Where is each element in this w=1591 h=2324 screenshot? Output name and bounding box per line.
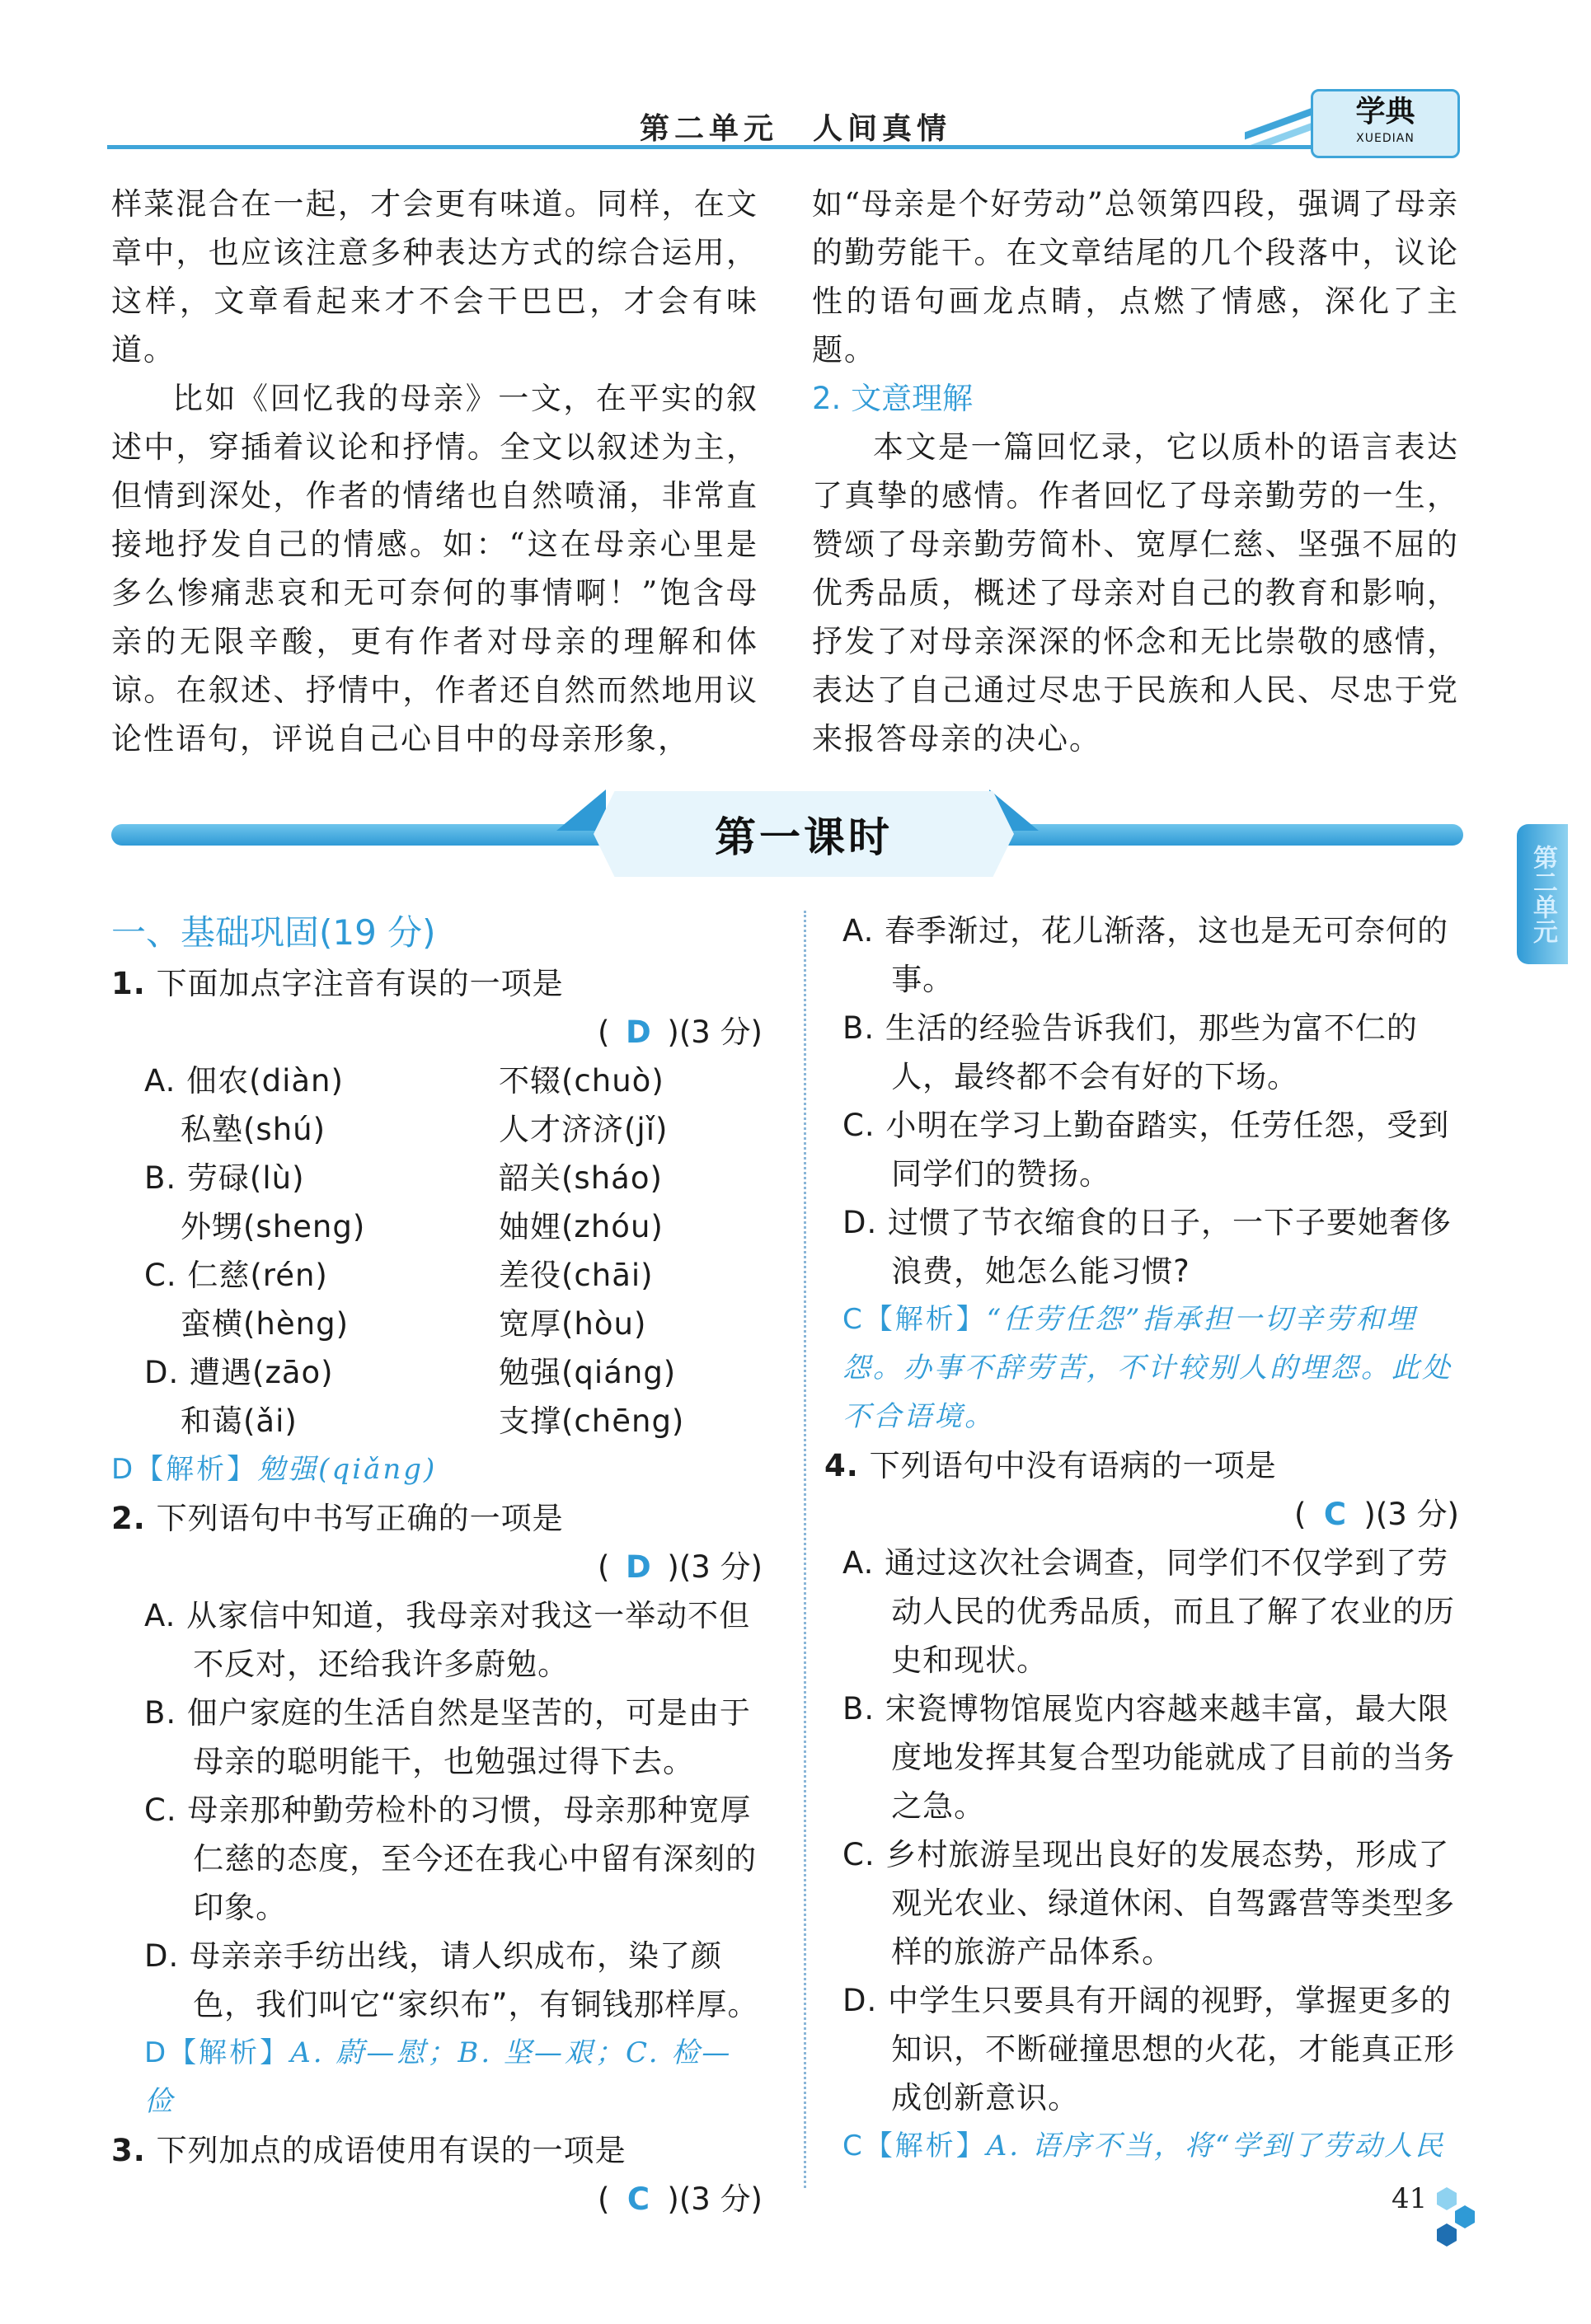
question-text: 下列语句中没有语病的一项是 xyxy=(869,1448,1277,1483)
option: D. 母亲亲手纺出线，请人织成布，染了颜色，我们叫它“家织布”，有铜钱那样厚。 xyxy=(144,1938,759,2022)
option-cell: 韶关(sháo) xyxy=(499,1160,663,1196)
question-number: 1. xyxy=(111,966,146,1001)
answer-open: ( xyxy=(1293,1497,1307,1532)
question-3-options xyxy=(824,907,1459,1296)
option-cell: A. 佃农(diàn) xyxy=(144,1063,344,1099)
option: C. 小明在学习上勤奋踏实，任劳任怨，受到同学们的赞扬。 xyxy=(842,1108,1450,1192)
unit-side-tab: 第二单元 xyxy=(1517,824,1568,964)
question-4-options xyxy=(824,1539,1459,2122)
answer-score: )(3 分) xyxy=(667,1549,763,1585)
explanation-tag: C【解析】 xyxy=(842,2130,987,2162)
lesson-title: 第一课时 xyxy=(715,813,893,861)
option: D. 过惯了节衣缩食的日子，一下子要她奢侈浪费，她怎么能习惯? xyxy=(842,1205,1453,1289)
question-text: 下面加点字注音有误的一项是 xyxy=(156,966,564,1001)
answer-line xyxy=(111,1008,763,1057)
explanation-tag: D【解析】 xyxy=(144,2036,291,2069)
answer-line xyxy=(111,2175,763,2223)
question-3-stem xyxy=(111,2126,763,2175)
unit-title: 第二单元 人间真情 xyxy=(639,111,951,146)
option-cell: 外甥(sheng) xyxy=(181,1209,366,1244)
option-cell: 宽厚(hòu) xyxy=(499,1306,647,1342)
answer-open: ( xyxy=(597,2181,610,2217)
question-text: 下列语句中书写正确的一项是 xyxy=(156,1501,564,1536)
option-cell: 差役(chāi) xyxy=(499,1258,654,1293)
subsection-heading: 2. 文意理解 xyxy=(812,381,974,416)
explanation xyxy=(824,2122,1459,2171)
question-1-stem xyxy=(111,959,763,1008)
option-cell: D. 遭遇(zāo) xyxy=(144,1355,334,1390)
option: A. 春季渐过，花儿渐落，这也是无可奈何的事。 xyxy=(842,913,1449,997)
option-cell: 妯娌(zhóu) xyxy=(499,1209,664,1244)
option-cell: B. 劳碌(lù) xyxy=(144,1160,305,1196)
answer-line xyxy=(824,1490,1459,1539)
option-cell: 支撑(chēng) xyxy=(499,1403,685,1439)
question-2-stem xyxy=(111,1494,763,1543)
explanation xyxy=(111,1445,763,1494)
answer-score: )(3 分) xyxy=(667,1014,763,1050)
paragraph: 如“母亲是个好劳动”总领第四段，强调了母亲的勤劳能干。在文章结尾的几个段落中，议论性的语句画龙点睛，点燃了情感，深化了主题。 xyxy=(812,186,1459,368)
paragraph: 比如《回忆我的母亲》一文，在平实的叙述中，穿插着议论和抒情。全文以叙述为主，但情到深处，作者的情绪也自然喷涌，非常直接地抒发自己的情感。如：“这在母亲心里是多么惨痛悲哀和无可奈何的事情啊！”饱含母亲的无限辛酸，更有作者对母亲的理解和体谅。在叙述、抒情中，作者还自然而然地用议论性语句，评说自己心目中的母亲形象， xyxy=(111,381,758,757)
top-left-column xyxy=(111,180,758,763)
answer-letter: C xyxy=(627,2181,650,2217)
question-2-options xyxy=(111,1591,763,2029)
question-number: 4. xyxy=(824,1448,859,1483)
top-right-column xyxy=(812,180,1459,763)
option-cell: 勉强(qiáng) xyxy=(499,1355,677,1390)
logo-subtext: XUEDIAN xyxy=(1356,132,1415,145)
explanation-text: 勉强(qiǎng) xyxy=(257,1453,438,1486)
question-number: 2. xyxy=(111,1501,146,1536)
option: B. 佃户家庭的生活自然是坚苦的，可是由于母亲的聪明能干，也勉强过得下去。 xyxy=(144,1695,751,1779)
question-number: 3. xyxy=(111,2133,146,2168)
explanation-text: A. 蔚—慰；B. 坚—艰；C. 检—俭 xyxy=(144,2036,733,2118)
answer-letter: C xyxy=(1323,1497,1346,1532)
explanation xyxy=(111,2029,763,2126)
answer-score: )(3 分) xyxy=(1363,1497,1459,1532)
option: C. 母亲那种勤劳检朴的习惯，母亲那种宽厚仁慈的态度，至今还在我心中留有深刻的印象。 xyxy=(144,1792,758,1925)
answer-letter: D xyxy=(626,1014,651,1050)
explanation-tag: D【解析】 xyxy=(111,1453,258,1486)
option: D. 中学生只要具有开阔的视野，掌握更多的知识，不断碰撞思想的火花，才能真正形成创新意识。 xyxy=(842,1983,1456,2115)
answer-score: )(3 分) xyxy=(667,2181,763,2217)
option: B. 宋瓷博物馆展览内容越来越丰富，最大限度地发挥其复合型功能就成了目前的当务之急。 xyxy=(842,1691,1456,1824)
option-cell: C. 仁慈(rén) xyxy=(144,1258,328,1293)
option-cell: 私塾(shú) xyxy=(181,1112,326,1147)
option: C. 乡村旅游呈现出良好的发展态势，形成了观光农业、绿道休闲、自驾露营等类型多样的旅游产品体系。 xyxy=(842,1837,1456,1970)
section-title: 一、基础巩固(19 分) xyxy=(111,912,436,953)
answer-letter: D xyxy=(626,1549,651,1585)
option-cell: 不辍(chuò) xyxy=(499,1063,664,1099)
paragraph: 本文是一篇回忆录，它以质朴的语言表达了真挚的感情。作者回忆了母亲勤劳的一生，赞颂了母亲勤劳简朴、宽厚仁慈、坚强不屈的优秀品质，概述了母亲对自己的教育和影响，抒发了对母亲深深的怀念和无比崇敬的感情，表达了自己通过尽忠于民族和人民、尽忠于党来报答母亲的决心。 xyxy=(812,429,1459,757)
option-cell: 蛮横(hèng) xyxy=(181,1306,350,1342)
explanation-tag: C【解析】 xyxy=(842,1303,987,1336)
questions-right-column xyxy=(824,907,1459,2171)
explanation xyxy=(824,1296,1459,1441)
option: A. 通过这次社会调查，同学们不仅学到了劳动人民的优秀品质，而且了解了农业的历史和现状。 xyxy=(842,1545,1456,1678)
logo-text: 学典 xyxy=(1355,94,1415,129)
explanation-text: A. 语序不当，将“学到了劳动人民 xyxy=(986,2130,1446,2162)
question-4-stem xyxy=(824,1441,1459,1490)
option-cell: 人才济济(jǐ) xyxy=(499,1112,669,1147)
xuedian-logo xyxy=(1311,89,1460,158)
explanation-text: “任劳任怨”指承担一切辛劳和埋怨。办事不辞劳苦，不计较别人的埋怨。此处不合语境。 xyxy=(842,1303,1453,1433)
answer-open: ( xyxy=(597,1549,610,1585)
option: A. 从家信中知道，我母亲对我这一举动不但不反对，还给我许多蔚勉。 xyxy=(144,1598,751,1682)
column-divider xyxy=(804,911,806,2188)
question-text: 下列加点的成语使用有误的一项是 xyxy=(156,2133,627,2168)
hexagon-decoration-icon xyxy=(1414,2184,1480,2250)
option-cell: 和蔼(ǎi) xyxy=(181,1403,298,1439)
question-1-options xyxy=(111,1057,763,1445)
option: B. 生活的经验告诉我们，那些为富不仁的人，最终都不会有好的下场。 xyxy=(842,1010,1418,1094)
answer-open: ( xyxy=(597,1014,610,1050)
answer-line xyxy=(111,1543,763,1591)
paragraph: 样菜混合在一起，才会更有味道。同样，在文章中，也应该注意多种表达方式的综合运用，这样，文章看起来才不会干巴巴，才会有味道。 xyxy=(111,186,758,368)
questions-left-column xyxy=(111,907,763,2223)
page-number: 41 xyxy=(1392,2182,1428,2215)
